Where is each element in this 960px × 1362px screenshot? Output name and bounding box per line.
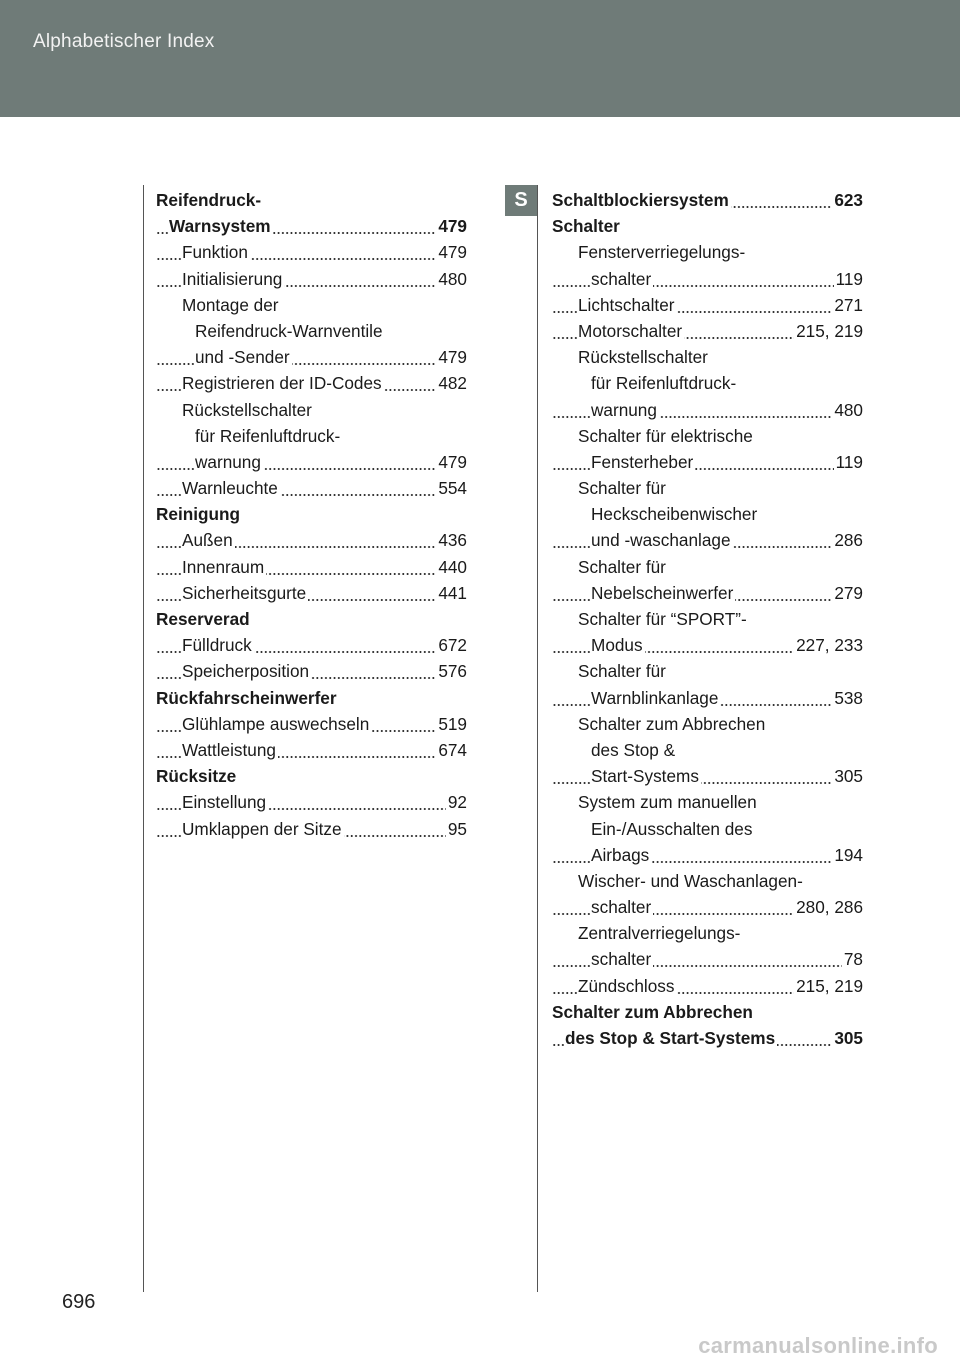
index-entry bbox=[156, 397, 467, 423]
entry-term: Sicherheitsgurte bbox=[182, 580, 308, 606]
entry-term: Außen bbox=[182, 527, 235, 553]
index-entry bbox=[552, 292, 863, 318]
entry-term: Schalter zum Abbrechen bbox=[552, 999, 755, 1025]
entry-page-ref: 482 bbox=[436, 370, 467, 396]
entry-term: Fensterverriegelungs- bbox=[578, 239, 747, 265]
entry-term: Zentralverriegelungs- bbox=[578, 920, 742, 946]
entry-page-ref: 519 bbox=[436, 711, 467, 737]
entry-term: Rückstellschalter bbox=[182, 397, 314, 423]
index-entry bbox=[552, 213, 863, 239]
index-entry bbox=[156, 658, 467, 684]
entry-page-ref: 215, 219 bbox=[794, 318, 863, 344]
index-entry bbox=[552, 187, 863, 213]
entry-term: Warnsystem bbox=[169, 213, 273, 239]
index-entry bbox=[552, 658, 863, 684]
entry-term: Reserverad bbox=[156, 606, 252, 632]
entry-term: Warnblinkanlage bbox=[591, 685, 720, 711]
entry-term: Rückfahrscheinwerfer bbox=[156, 685, 339, 711]
index-entry bbox=[156, 606, 467, 632]
index-entry bbox=[552, 344, 863, 370]
index-entry bbox=[552, 973, 863, 999]
index-entry bbox=[552, 632, 863, 658]
entry-page-ref: 271 bbox=[832, 292, 863, 318]
entry-page-ref: 194 bbox=[832, 842, 863, 868]
index-entry bbox=[552, 763, 863, 789]
entry-page-ref: 280, 286 bbox=[794, 894, 863, 920]
index-entry bbox=[552, 554, 863, 580]
entry-page-ref: 480 bbox=[832, 397, 863, 423]
index-entry bbox=[552, 475, 863, 501]
entry-term: Speicherposition bbox=[182, 658, 311, 684]
entry-page-ref: 227, 233 bbox=[794, 632, 863, 658]
entry-page-ref: 92 bbox=[446, 789, 467, 815]
entry-page-ref: 119 bbox=[834, 266, 863, 292]
entry-term: Airbags bbox=[591, 842, 651, 868]
entry-term: Ein-/Ausschalten des bbox=[591, 816, 754, 842]
entry-page-ref: 78 bbox=[842, 946, 863, 972]
entry-term: Start-Systems bbox=[591, 763, 701, 789]
index-entry bbox=[552, 606, 863, 632]
right-column-rule bbox=[537, 185, 538, 1292]
entry-term: Funktion bbox=[182, 239, 250, 265]
entry-term: Einstellung bbox=[182, 789, 268, 815]
index-entry bbox=[552, 946, 863, 972]
entry-term: Schaltblockiersystem bbox=[552, 187, 731, 213]
entry-term: und -waschanlage bbox=[591, 527, 733, 553]
entry-page-ref: 119 bbox=[834, 449, 863, 475]
entry-page-ref: 672 bbox=[436, 632, 467, 658]
entry-term: Reifendruck-Warnventile bbox=[195, 318, 385, 344]
entry-term: Schalter bbox=[552, 213, 622, 239]
index-entry bbox=[552, 894, 863, 920]
index-entry bbox=[552, 737, 863, 763]
entry-term: und -Sender bbox=[195, 344, 292, 370]
entry-term: Zündschloss bbox=[578, 973, 677, 999]
index-entry bbox=[156, 449, 467, 475]
entry-term: Rückstellschalter bbox=[578, 344, 710, 370]
index-entry bbox=[156, 292, 467, 318]
entry-term: Modus bbox=[591, 632, 645, 658]
entry-term: schalter bbox=[591, 266, 653, 292]
entry-term: des Stop & Start-Systems bbox=[565, 1025, 777, 1051]
index-entry bbox=[552, 266, 863, 292]
entry-term: für Reifenluftdruck- bbox=[591, 370, 738, 396]
entry-term: Glühlampe auswechseln bbox=[182, 711, 371, 737]
index-entry bbox=[156, 501, 467, 527]
entry-term: für Reifenluftdruck- bbox=[195, 423, 342, 449]
entry-page-ref: 480 bbox=[436, 266, 467, 292]
index-entry bbox=[156, 737, 467, 763]
entry-term: Fensterheber bbox=[591, 449, 695, 475]
entry-term: schalter bbox=[591, 894, 653, 920]
entry-term: Schalter für bbox=[578, 658, 668, 684]
entry-term: Wischer- und Waschanlagen- bbox=[578, 868, 805, 894]
index-entry bbox=[552, 711, 863, 737]
entry-term: warnung bbox=[591, 397, 659, 423]
entry-page-ref: 436 bbox=[436, 527, 467, 553]
index-entry bbox=[552, 397, 863, 423]
index-entry bbox=[552, 999, 863, 1025]
entry-page-ref: 674 bbox=[436, 737, 467, 763]
index-entry bbox=[156, 344, 467, 370]
entry-term: Rücksitze bbox=[156, 763, 238, 789]
index-entry bbox=[156, 187, 467, 213]
entry-term: Schalter für elektrische bbox=[578, 423, 755, 449]
index-entry bbox=[552, 842, 863, 868]
index-column-left bbox=[156, 187, 467, 842]
index-entry bbox=[156, 632, 467, 658]
index-entry bbox=[552, 527, 863, 553]
entry-page-ref: 441 bbox=[436, 580, 467, 606]
index-entry bbox=[552, 816, 863, 842]
index-entry bbox=[552, 868, 863, 894]
index-entry bbox=[552, 1025, 863, 1051]
section-letter-tab: S bbox=[505, 185, 537, 216]
entry-term: Innenraum bbox=[182, 554, 266, 580]
index-entry bbox=[156, 711, 467, 737]
entry-page-ref: 286 bbox=[832, 527, 863, 553]
entry-term: Montage der bbox=[182, 292, 281, 318]
index-entry bbox=[156, 423, 467, 449]
index-entry bbox=[552, 239, 863, 265]
index-entry bbox=[552, 501, 863, 527]
entry-page-ref: 479 bbox=[436, 344, 467, 370]
index-entry bbox=[552, 318, 863, 344]
entry-term: Reifendruck- bbox=[156, 187, 263, 213]
index-entry bbox=[156, 527, 467, 553]
entry-page-ref: 479 bbox=[436, 449, 467, 475]
page-header bbox=[0, 0, 960, 117]
entry-term: des Stop & bbox=[591, 737, 677, 763]
entry-page-ref: 215, 219 bbox=[794, 973, 863, 999]
entry-term: Heckscheibenwischer bbox=[591, 501, 759, 527]
entry-page-ref: 305 bbox=[832, 763, 863, 789]
entry-page-ref: 576 bbox=[436, 658, 467, 684]
entry-term: System zum manuellen bbox=[578, 789, 759, 815]
index-entry bbox=[156, 239, 467, 265]
header-title: Alphabetischer Index bbox=[33, 31, 215, 52]
entry-page-ref: 305 bbox=[832, 1025, 863, 1051]
index-entry bbox=[156, 475, 467, 501]
index-entry bbox=[156, 580, 467, 606]
entry-term: Lichtschalter bbox=[578, 292, 677, 318]
index-entry bbox=[156, 685, 467, 711]
index-column-right bbox=[552, 187, 863, 1051]
entry-term: Motorschalter bbox=[578, 318, 684, 344]
index-entry bbox=[552, 423, 863, 449]
index-entry bbox=[156, 318, 467, 344]
index-entry bbox=[552, 789, 863, 815]
entry-page-ref: 479 bbox=[436, 213, 467, 239]
index-entry bbox=[156, 213, 467, 239]
entry-term: Registrieren der ID-Codes bbox=[182, 370, 384, 396]
entry-term: Schalter für “SPORT”- bbox=[578, 606, 749, 632]
index-entry bbox=[552, 685, 863, 711]
entry-term: schalter bbox=[591, 946, 653, 972]
index-entry bbox=[552, 920, 863, 946]
entry-page-ref: 440 bbox=[436, 554, 467, 580]
index-entry bbox=[552, 370, 863, 396]
index-entry bbox=[156, 763, 467, 789]
entry-term: Schalter für bbox=[578, 475, 668, 501]
index-entry bbox=[552, 580, 863, 606]
index-entry bbox=[156, 370, 467, 396]
entry-term: Umklappen der Sitze bbox=[182, 816, 344, 842]
index-entry bbox=[156, 789, 467, 815]
entry-page-ref: 95 bbox=[446, 816, 467, 842]
watermark: carmanualsonline.info bbox=[698, 1333, 938, 1358]
entry-page-ref: 479 bbox=[436, 239, 467, 265]
entry-page-ref: 554 bbox=[436, 475, 467, 501]
page-number: 696 bbox=[62, 1291, 96, 1313]
entry-page-ref: 538 bbox=[832, 685, 863, 711]
left-column-rule bbox=[143, 185, 144, 1292]
entry-term: Schalter zum Abbrechen bbox=[578, 711, 767, 737]
index-entry bbox=[552, 449, 863, 475]
entry-term: Fülldruck bbox=[182, 632, 254, 658]
entry-term: warnung bbox=[195, 449, 263, 475]
index-entry bbox=[156, 554, 467, 580]
entry-term: Initialisierung bbox=[182, 266, 284, 292]
index-entry bbox=[156, 816, 467, 842]
entry-term: Warnleuchte bbox=[182, 475, 280, 501]
entry-page-ref: 279 bbox=[832, 580, 863, 606]
index-entry bbox=[156, 266, 467, 292]
entry-term: Schalter für bbox=[578, 554, 668, 580]
entry-term: Wattleistung bbox=[182, 737, 278, 763]
entry-term: Nebelscheinwerfer bbox=[591, 580, 735, 606]
entry-term: Reinigung bbox=[156, 501, 242, 527]
entry-page-ref: 623 bbox=[832, 187, 863, 213]
